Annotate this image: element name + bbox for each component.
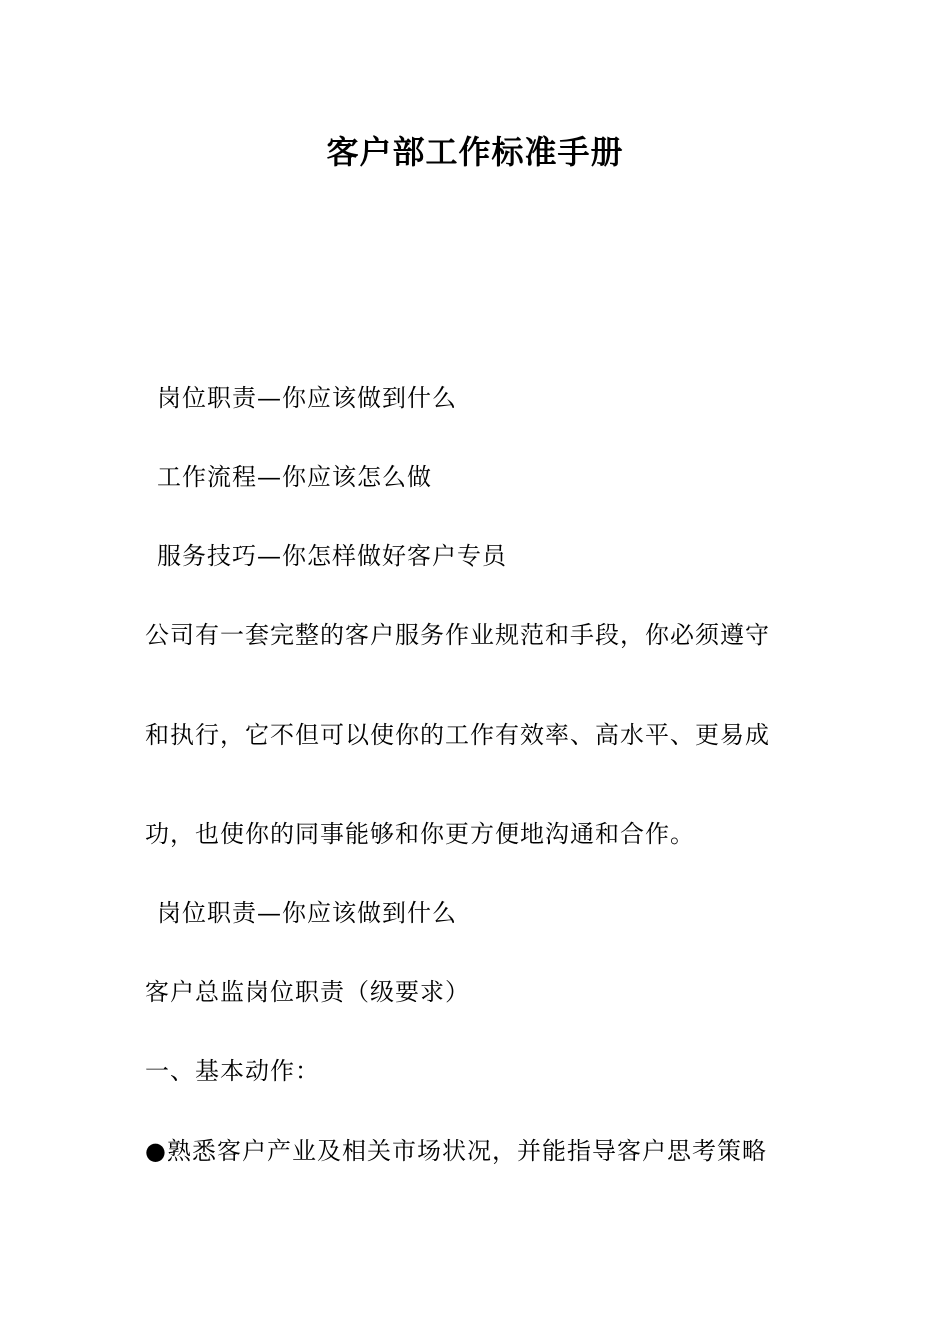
toc-item-service-skills: 服务技巧—你怎样做好客户专员 <box>157 542 507 570</box>
toc-item-responsibilities: 岗位职责—你应该做到什么 <box>157 384 457 412</box>
toc-item-workflow: 工作流程—你应该怎么做 <box>157 463 432 491</box>
intro-paragraph-line-1: 公司有一套完整的客户服务作业规范和手段，你必须遵守 <box>145 621 770 649</box>
role-heading: 客户总监岗位职责（级要求） <box>145 978 470 1006</box>
subsection-heading: 一、基本动作： <box>145 1057 320 1085</box>
intro-paragraph-line-3: 功，也使你的同事能够和你更方便地沟通和合作。 <box>145 820 695 848</box>
document-title: 客户部工作标准手册 <box>326 133 624 171</box>
section-heading: 岗位职责—你应该做到什么 <box>157 899 457 927</box>
bullet-item: ●熟悉客户产业及相关市场状况，并能指导客户思考策略 <box>145 1137 767 1165</box>
intro-paragraph-line-2: 和执行，它不但可以使你的工作有效率、高水平、更易成 <box>145 721 770 749</box>
